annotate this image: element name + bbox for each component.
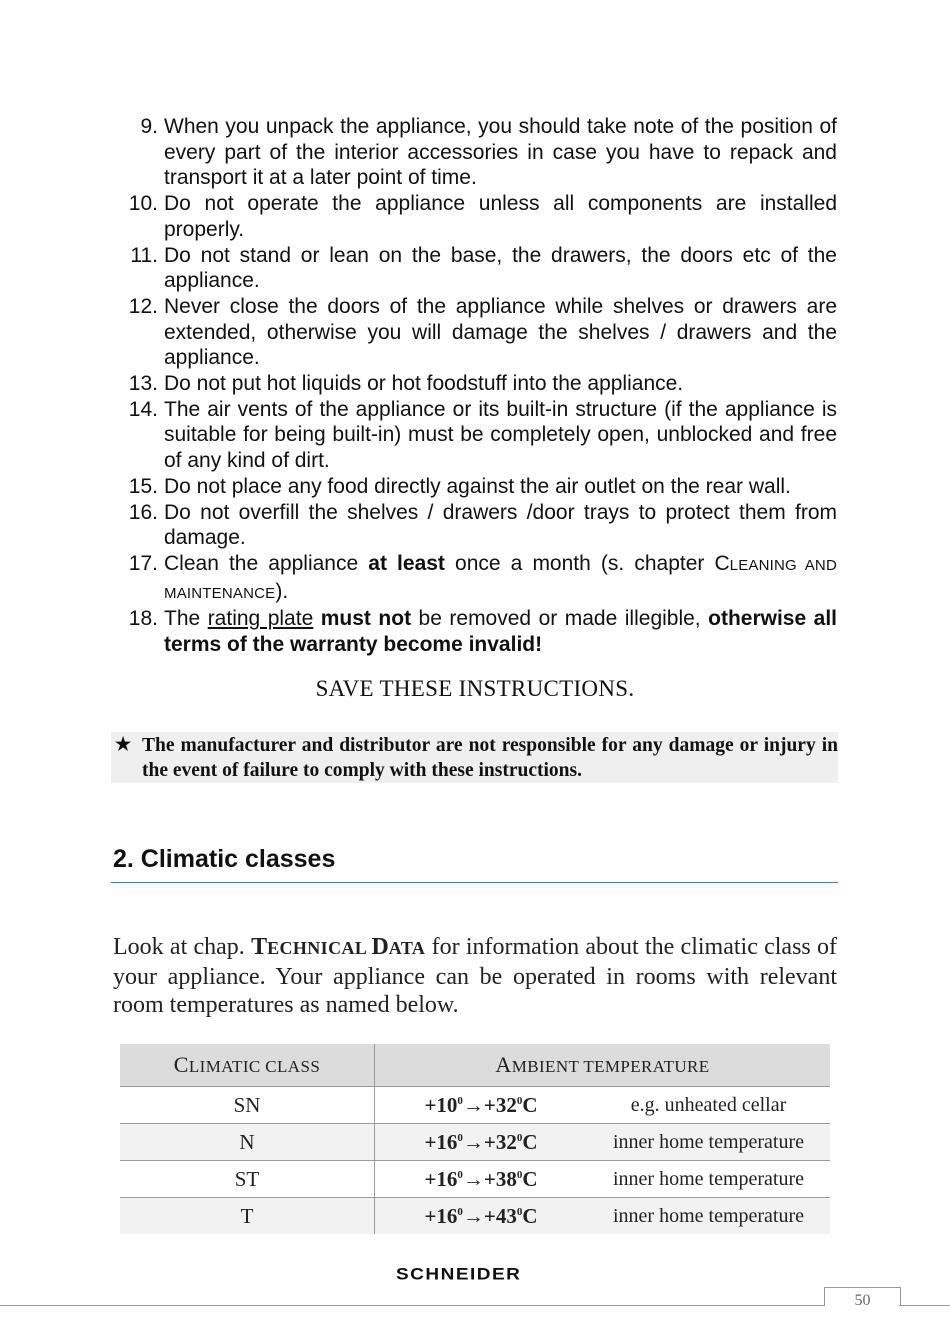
section-heading: 2. Climatic classes [113,845,336,873]
list-item-text: Do not overfill the shelves / drawers /door trays to protect them from damage. [164,500,837,550]
brand-logo: SCHNEIDER [396,1265,522,1284]
save-instructions-heading: SAVE THESE INSTRUCTIONS. [315,676,635,701]
list-item-number: 10. [128,192,158,216]
list-item [113,606,837,657]
table-row [120,1124,830,1161]
arrow-icon: → [462,1166,484,1191]
arrow-icon: → [462,1092,484,1117]
section-divider [111,882,838,883]
list-item [113,294,837,371]
list-item-number: 16. [128,500,158,524]
climatic-class-cell: N [120,1124,375,1161]
list-item-text: The rating plate must not be removed or made illegible, otherwise all terms of the warranty become invalid! [164,607,838,657]
header-climatic-class: CLIMATIC CLASS [120,1044,375,1087]
table-header-row [120,1044,830,1087]
list-item-text: When you unpack the appliance, you should take note of the position of every part of the interior accessories in case you have to repack and transport it at a later point of time. [164,115,837,190]
list-item-number: 12. [128,294,158,318]
footer-rule [0,1305,824,1306]
list-item-text: Do not put hot liquids or hot foodstuff into the appliance. [164,372,684,396]
list-item [113,500,837,551]
list-item-text: Clean the appliance at least once a month (s. chapter CLEANING AND MAINTENANCE). [164,551,837,603]
list-item-number: 9. [140,115,158,138]
list-item [113,243,837,294]
list-item [113,114,837,191]
temperature-description-cell: inner home temperature [587,1198,830,1235]
list-item [113,551,837,606]
temperature-range-cell: $+16^0\to+38^0C$ [375,1161,588,1198]
list-item-text: Do not stand or lean on the base, the drawers, the doors etc of the appliance. [164,243,837,293]
climatic-class-cell: ST [120,1161,375,1198]
list-item [113,371,837,397]
liability-note [111,732,838,783]
temperature-range-cell: $+10^0\to+32^0C$ [375,1087,588,1124]
list-item [113,474,837,500]
liability-note-text: The manufacturer and distributor are not responsible for any damage or injury in the event of failure to comply with these instructions. [142,735,838,781]
list-item-number: 17. [128,551,158,575]
list-item-number: 11. [130,243,158,267]
page-number: 50 [824,1287,901,1306]
temperature-range-cell: $+16^0\to+32^0C$ [375,1124,588,1161]
climatic-class-table [120,1044,830,1234]
climatic-class-cell: T [120,1198,375,1235]
temperature-description-cell: inner home temperature [587,1124,830,1161]
temperature-description-cell: inner home temperature [587,1161,830,1198]
temperature-description-cell: e.g. unheated cellar [587,1087,830,1124]
climatic-class-cell: SN [120,1087,375,1124]
header-ambient-temperature: AMBIENT TEMPERATURE [375,1044,831,1087]
list-item-number: 18. [128,607,158,631]
table-row [120,1087,830,1124]
star-icon: ★ [115,734,132,754]
list-item-number: 13. [128,372,158,396]
footer-rule-right [899,1305,950,1306]
list-item-text: Never close the doors of the appliance while shelves or drawers are extended, otherwise you will damage the shelves / drawers and the appliance. [164,294,837,370]
list-item [113,397,837,474]
table-row [120,1198,830,1235]
list-item-text: Do not place any food directly against the air outlet on the rear wall. [164,474,791,498]
table-row [120,1161,830,1198]
arrow-icon: → [462,1203,484,1228]
list-item-number: 15. [128,474,158,498]
para-text-after: for information about the climatic class of your appliance. Your appliance can be operated in rooms with relevant room temperatures as named below. [113,934,837,1018]
chapter-reference: TECHNICAL DATA [251,934,426,960]
climatic-intro-paragraph [113,933,837,1020]
para-text-before: Look at chap. [113,934,252,960]
temperature-range-cell: $+16^0\to+43^0C$ [375,1198,588,1235]
arrow-icon: → [462,1129,484,1154]
list-item-text: Do not operate the appliance unless all components are installed properly. [164,192,837,241]
safety-instructions-list [113,114,837,658]
list-item-text: The air vents of the appliance or its built-in structure (if the appliance is suitable for being built-in) must be completely open, unblocked and free of any kind of dirt. [164,397,837,473]
list-item-number: 14. [128,397,158,421]
list-item [113,191,837,242]
